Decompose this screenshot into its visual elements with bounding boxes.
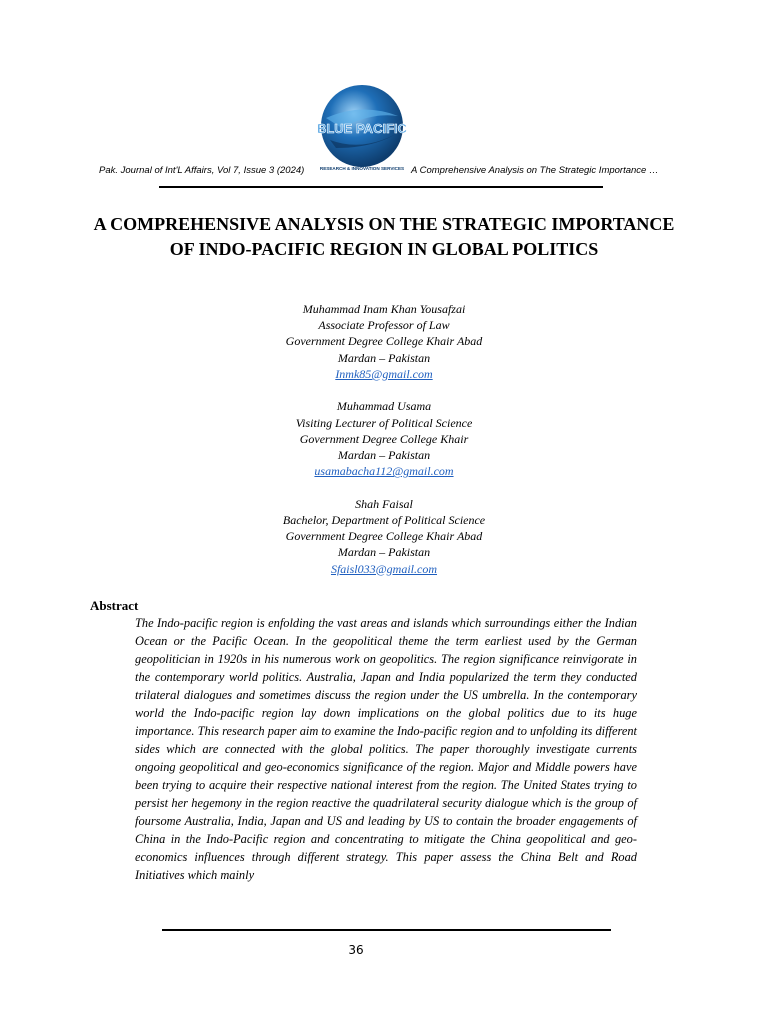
logo-text: BLUE PACIFIC (316, 121, 408, 136)
footer-rule (162, 929, 611, 931)
paper-title: A COMPREHENSIVE ANALYSIS ON THE STRATEGIC IMPORTANCE OF INDO-PACIFIC REGION IN GLOBAL POLITICS (93, 214, 675, 259)
author-block (200, 398, 568, 479)
author-name: Shah Faisal (355, 496, 413, 511)
author-list (200, 301, 568, 593)
abstract-text: The Indo-pacific region is enfolding the vast areas and islands which surroundings either the Indian Ocean or the Pacific Ocean. In the geopolitical theme the term earliest used by the German geopolitician in 1920s in his numerous work on geopolitics. The region significance reinvigorate in the contemporary world politics. Australia, Japan and India popularized the term they conducted trilateral dialogues and sometimes discuss the region under the US umbrella. In the contemporary world the Indo-pacific region lay down implications on the global politics due to its huge importance. This research paper aim to examine the Indo-pacific region and to unfolding its different sides which are connected with the global politics. The paper thoroughly investigate currents ongoing geopolitical and geo-economics significance of the region. Major and Middle powers have been trying to acquire their respective national interest from the region. The United States trying to persist her hegemony in the region reactive the quadrilateral security dialogue which is the group of foursome Australia, India, Japan and US and leading by US to contain the broader engagements of China in the Indo-Pacific region and concentrating to mitigate the China geopolitical and geo-economics influences through different strategy. This paper assess the China Belt and Road Initiatives which mainly (135, 616, 637, 882)
running-title: A Comprehensive Analysis on The Strategic Importance … (411, 165, 659, 176)
author-email-link[interactable]: usamabacha112@gmail.com (314, 464, 454, 479)
header-rule (159, 186, 603, 188)
author-position: Visiting Lecturer of Political Science (295, 415, 473, 430)
logo-subtext: RESEARCH & INNOVATION SERVICES (319, 166, 405, 171)
author-name: Muhammad Usama (336, 399, 432, 414)
journal-logo (312, 82, 412, 178)
author-location: Mardan – Pakistan (337, 448, 431, 463)
page-number: 36 (348, 943, 364, 957)
author-block (200, 301, 568, 382)
author-institution: Government Degree College Khair Abad (285, 529, 483, 544)
author-email-link[interactable]: Inmk85@gmail.com (335, 366, 433, 381)
journal-citation: Pak. Journal of Int'L Affairs, Vol 7, Issue 3 (2024) (99, 165, 305, 176)
author-name: Muhammad Inam Khan Yousafzai (302, 302, 466, 316)
author-location: Mardan – Pakistan (337, 545, 431, 560)
abstract-heading: Abstract (90, 598, 139, 613)
author-position: Associate Professor of Law (318, 318, 450, 333)
author-email-link[interactable]: Sfaisl033@gmail.com (330, 561, 438, 576)
author-institution: Government Degree College Khair Abad (285, 334, 483, 349)
author-institution: Government Degree College Khair (299, 431, 469, 446)
author-position: Bachelor, Department of Political Science (282, 513, 486, 528)
author-block (200, 496, 568, 577)
globe-logo-icon (312, 82, 412, 178)
author-location: Mardan – Pakistan (337, 350, 431, 365)
